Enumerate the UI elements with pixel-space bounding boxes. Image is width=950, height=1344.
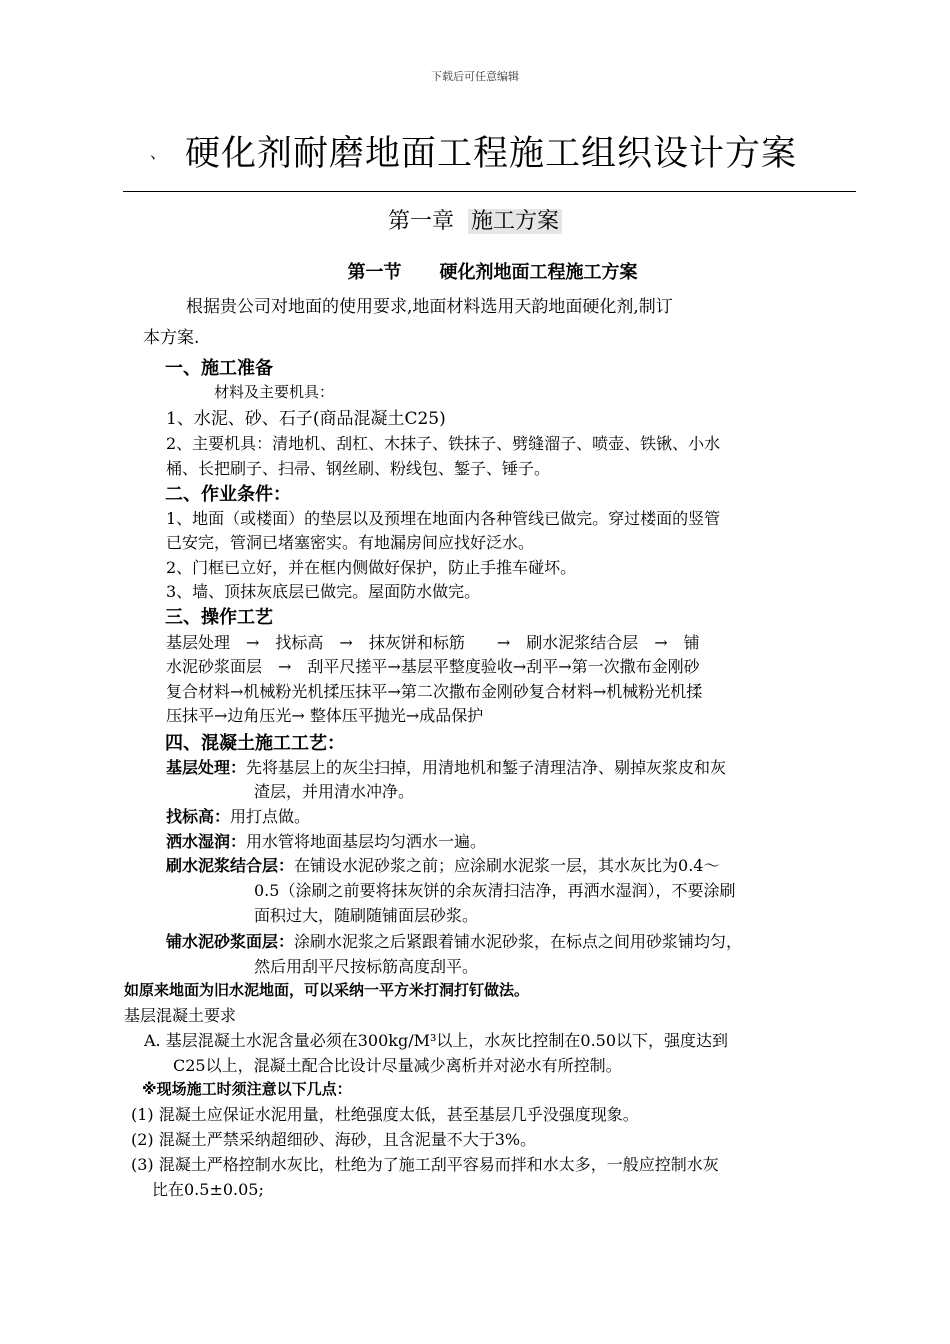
- leveling-item: [166, 804, 310, 827]
- chapter-heading: [0, 204, 950, 235]
- slurry-line-2: 0.5（涂刷之前要将抹灰饼的余灰清扫洁净，再洒水湿润），不要涂刷: [254, 881, 736, 900]
- wetting-text: 用水管将地面基层均匀洒水一遍。: [246, 832, 487, 851]
- concrete-heading: 四、混凝土施工工艺：: [165, 733, 345, 754]
- leveling-text: 用打点做。: [230, 807, 311, 826]
- document-title: 硬化剂耐磨地面工程施工组织设计方案: [185, 134, 798, 174]
- slurry-label: 刷水泥浆结合层：: [166, 856, 295, 875]
- title-divider: [123, 191, 856, 192]
- leveling-label: 找标高：: [166, 807, 231, 826]
- process-line-2: 水泥砂浆面层 → 刮平尺搓平→基层平整度验收→刮平→第一次撒布金刚砂: [166, 657, 700, 676]
- prep-item-2-line-2: 桶、长把刷子、扫帚、钢丝刷、粉线包、錾子、锤子。: [166, 459, 551, 478]
- mortar-line-2: 然后用刮平尺按标筋高度刮平。: [254, 957, 479, 976]
- section-title: 硬化剂地面工程施工方案: [439, 262, 638, 283]
- prep-heading: 一、施工准备: [165, 358, 273, 379]
- note-2: (2) 混凝土严禁采纳超细砂、海砂，且含泥量不大于3%。: [131, 1130, 537, 1149]
- conditions-heading: 二、作业条件：: [165, 484, 291, 505]
- condition-2: 2、门框已立好，并在框内侧做好保护，防止手推车碰坏。: [166, 558, 577, 577]
- section-heading: [0, 258, 950, 284]
- chapter-title: 施工方案: [468, 209, 562, 234]
- mortar-text: 涂刷水泥浆之后紧跟着铺水泥砂浆，在标点之间用砂浆铺均匀，: [294, 932, 743, 951]
- process-line-3: 复合材料→机械粉光机揉压抹平→第二次撒布金刚砂复合材料→机械粉光机揉: [166, 682, 703, 701]
- base-requirement-a-line-2: C25以上，混凝土配合比设计尽量减少离析并对泌水有所控制。: [173, 1056, 622, 1075]
- slurry-line-3: 面积过大，随刷随铺面层砂浆。: [254, 906, 479, 925]
- wetting-item: [166, 829, 486, 852]
- base-requirement-a-line-1: A. 基层混凝土水泥含量必须在300kg/M³以上，水灰比控制在0.50以下，强度达到: [144, 1031, 729, 1050]
- base-treatment-text: 先将基层上的灰尘扫掉，用清地机和錾子清理洁净、剔掉灰浆皮和灰: [246, 758, 727, 777]
- mortar-line-1: [166, 929, 742, 952]
- condition-1-line-1: 1、地面（或楼面）的垫层以及预埋在地面内各种管线已做完。穿过楼面的竖管: [166, 509, 721, 528]
- base-treatment-line-2: 渣层，并用清水冲净。: [254, 782, 415, 801]
- intro-line-1: 根据贵公司对地面的使用要求,地面材料选用天韵地面硬化剂,制订: [186, 297, 673, 317]
- process-line-4: 压抹平→边角压光→ 整体压平抛光→成品保护: [166, 706, 484, 725]
- notes-heading: ※现场施工时须注意以下几点：: [142, 1080, 352, 1098]
- note-3-line-2: 比在0.5±0.05;: [152, 1180, 264, 1199]
- chapter-label: 第一章: [387, 209, 454, 234]
- old-floor-note: 如原来地面为旧水泥地面，可以采纳一平方米打洞打钉做法。: [124, 981, 530, 999]
- slurry-line-1: [166, 853, 719, 876]
- prep-subheading: 材料及主要机具：: [214, 383, 335, 401]
- note-1: (1) 混凝土应保证水泥用量，杜绝强度太低，甚至基层几乎没强度现象。: [131, 1105, 639, 1124]
- condition-3: 3、墙、顶抹灰底层已做完。屋面防水做完。: [166, 582, 481, 601]
- prep-item-1: 1、水泥、砂、石子(商品混凝土C25): [166, 409, 446, 429]
- header-note: 下载后可任意编辑: [431, 70, 519, 83]
- process-line-1: 基层处理 → 找标高 → 抹灰饼和标筋 → 刷水泥浆结合层 → 铺: [166, 633, 700, 652]
- mortar-label: 铺水泥砂浆面层：: [166, 932, 295, 951]
- prep-item-2-line-1: 2、主要机具：清地机、刮杠、木抹子、铁抹子、劈缝溜子、喷壶、铁锹、小水: [166, 434, 721, 453]
- process-heading: 三、操作工艺: [165, 607, 273, 628]
- intro-line-2: 本方案.: [143, 328, 200, 348]
- wetting-label: 洒水湿润：: [166, 832, 247, 851]
- title-mark: 、: [150, 143, 167, 162]
- condition-1-line-2: 已安完，管洞已堵塞密实。有地漏房间应找好泛水。: [166, 533, 535, 552]
- section-label: 第一节: [347, 262, 402, 283]
- note-3-line-1: (3) 混凝土严格控制水灰比，杜绝为了施工刮平容易而拌和水太多，一般应控制水灰: [131, 1155, 719, 1174]
- base-requirement-heading: 基层混凝土要求: [124, 1006, 237, 1025]
- base-treatment-label: 基层处理：: [166, 758, 247, 777]
- slurry-text: 在铺设水泥砂浆之前；应涂刷水泥浆一层，其水灰比为0.4～: [294, 856, 720, 875]
- base-treatment-line-1: [166, 755, 726, 778]
